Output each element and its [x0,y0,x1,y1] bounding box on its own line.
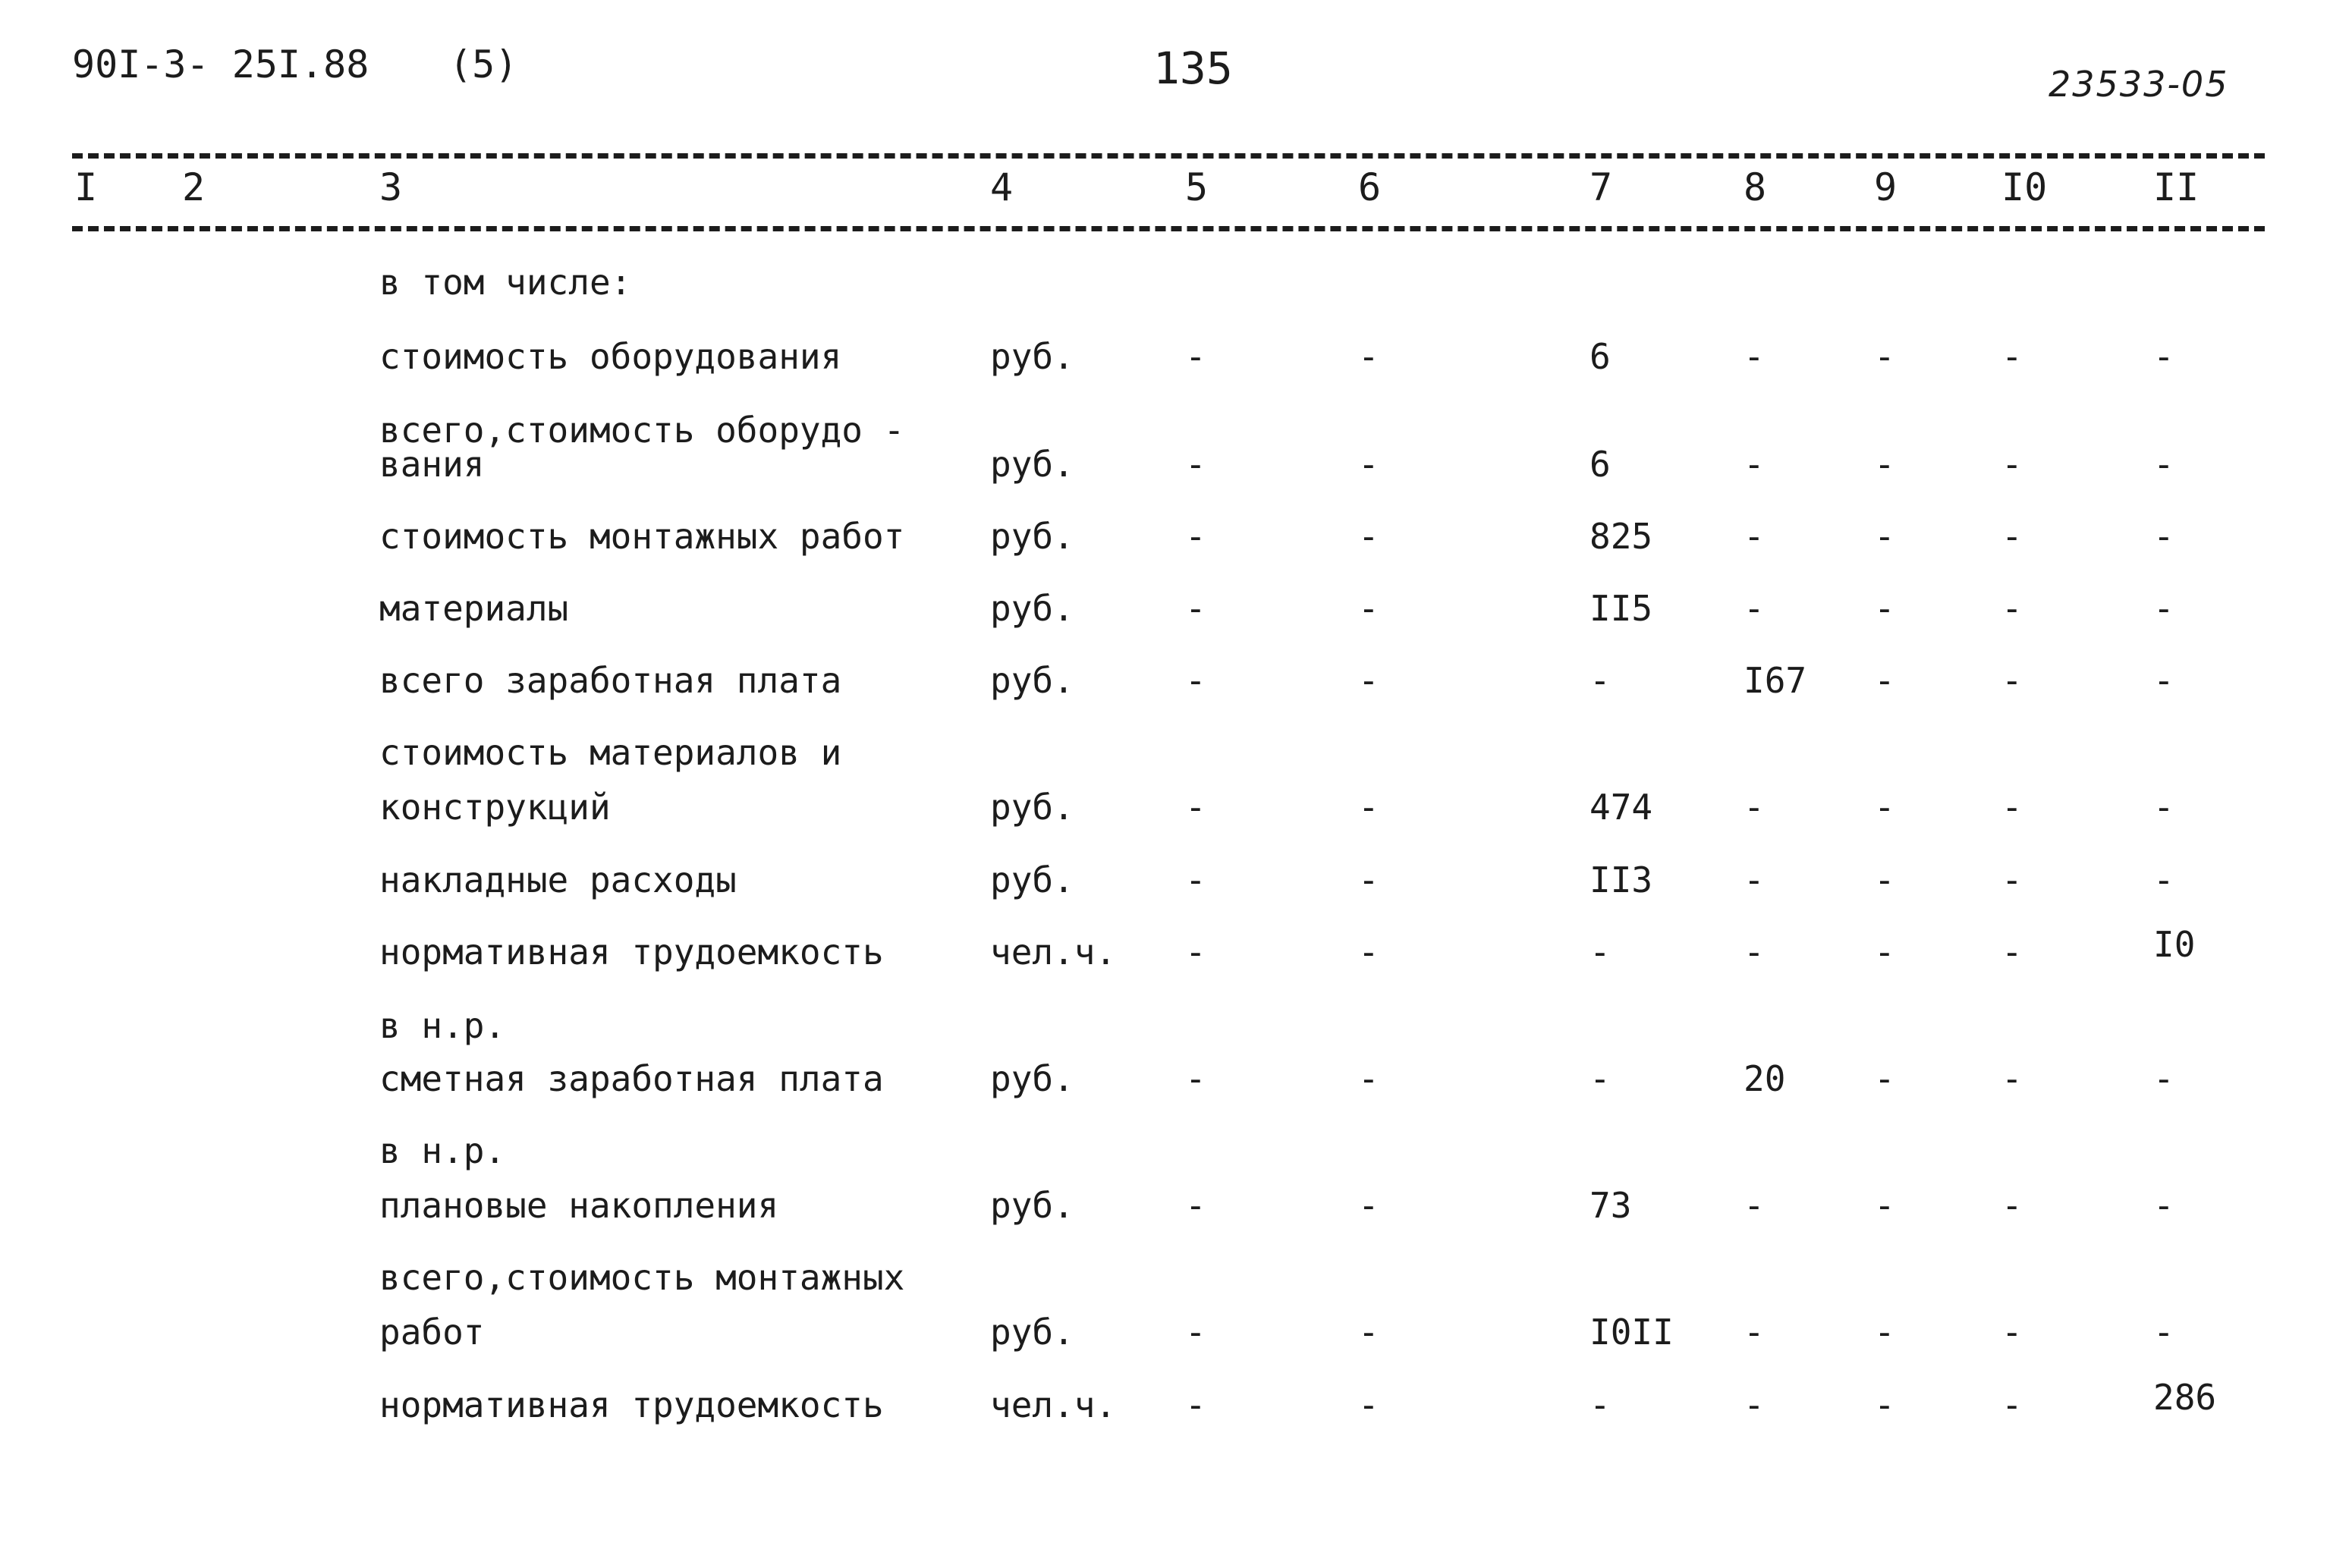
value-cell: I0 [2153,924,2196,965]
value-cell: 474 [1589,787,1653,828]
value-cell: - [1185,1312,1206,1353]
column-number: 2 [182,165,206,209]
value-cell: - [2001,859,2023,900]
value-cell: - [1874,516,1895,557]
table-row [0,1058,2330,1111]
table-row [0,1185,2330,1238]
row-label: стоимость материалов и [379,732,842,773]
value-cell: I0II [1589,1312,1674,1353]
document-code: 90I-3- 25I.88 [72,42,369,86]
value-cell: - [1358,1185,1379,1226]
table-row [0,1005,2330,1058]
row-label: всего заработная плата [379,660,842,701]
value-cell: - [2001,336,2023,377]
column-number: 5 [1185,165,1209,209]
value-cell: - [2001,516,2023,557]
value-cell: - [1185,1384,1206,1425]
row-label: нормативная трудоемкость [379,932,884,973]
unit-cell: чел.ч. [990,1384,1117,1425]
value-cell: - [2153,336,2174,377]
row-label: всего,стоимость монтажных [379,1257,905,1298]
value-cell: - [1185,516,1206,557]
value-cell: - [1358,1384,1379,1425]
value-cell: I67 [1744,660,1807,701]
value-cell: - [1185,1185,1206,1226]
column-number: I [74,165,98,209]
row-label: материалы [379,588,569,629]
value-cell: - [2001,1058,2023,1099]
table-row [0,262,2330,315]
value-cell: - [2001,1384,2023,1425]
value-cell: - [1358,660,1379,701]
value-cell: - [2153,1058,2174,1099]
value-cell: II3 [1589,859,1653,900]
value-cell: II5 [1589,588,1653,629]
row-label: работ [379,1312,485,1353]
value-cell: - [1744,588,1765,629]
value-cell: 825 [1589,516,1653,557]
value-cell: - [1185,660,1206,701]
value-cell: - [1185,787,1206,828]
value-cell: - [1185,588,1206,629]
row-label: плановые накопления [379,1185,779,1226]
value-cell: - [2153,1312,2174,1353]
value-cell: - [2001,787,2023,828]
value-cell: - [2153,787,2174,828]
value-cell: - [1589,1384,1611,1425]
value-cell: - [1874,444,1895,485]
value-cell: 286 [2153,1377,2217,1418]
table-row [0,1130,2330,1183]
value-cell: 73 [1589,1185,1632,1226]
column-number: 8 [1744,165,1767,209]
value-cell: - [1874,660,1895,701]
value-cell: - [1744,444,1765,485]
table-row [0,924,2330,985]
table-row [0,787,2330,840]
row-label: стоимость оборудования [379,336,842,377]
unit-cell: руб. [990,444,1074,485]
value-cell: - [2153,859,2174,900]
value-cell: - [2001,932,2023,973]
value-cell: - [1874,336,1895,377]
value-cell: - [1874,1058,1895,1099]
header-rule-bottom [72,226,2265,231]
value-cell: - [1744,932,1765,973]
value-cell: 6 [1589,336,1611,377]
value-cell: - [1358,444,1379,485]
value-cell: - [1874,859,1895,900]
table-row [0,444,2330,497]
row-label: сметная заработная плата [379,1058,884,1099]
value-cell: - [2001,444,2023,485]
row-label: в н.р. [379,1130,506,1171]
row-label: накладные расходы [379,859,737,900]
value-cell: - [1358,859,1379,900]
value-cell: - [1185,1058,1206,1099]
column-number: 3 [379,165,403,209]
unit-cell: руб. [990,336,1074,377]
unit-cell: руб. [990,1312,1074,1353]
value-cell: - [1744,1312,1765,1353]
value-cell: - [1185,336,1206,377]
table-row [0,1377,2330,1438]
table-row [0,660,2330,713]
value-cell: - [1185,859,1206,900]
value-cell: - [2001,1185,2023,1226]
table-row [0,732,2330,785]
value-cell: - [2001,588,2023,629]
column-number: 7 [1589,165,1613,209]
value-cell: - [2153,1185,2174,1226]
value-cell: - [1358,1312,1379,1353]
unit-cell: руб. [990,516,1074,557]
value-cell: - [1874,1185,1895,1226]
value-cell: - [2153,444,2174,485]
value-cell: 20 [1744,1058,1786,1099]
value-cell: - [1589,660,1611,701]
value-cell: 6 [1589,444,1611,485]
value-cell: - [1358,516,1379,557]
value-cell: - [1589,932,1611,973]
value-cell: - [2153,660,2174,701]
sheet-number: (5) [449,42,518,86]
value-cell: - [1874,1312,1895,1353]
value-cell: - [1874,932,1895,973]
value-cell: - [1874,1384,1895,1425]
table-row [0,1312,2330,1365]
row-label: нормативная трудоемкость [379,1384,884,1425]
unit-cell: руб. [990,588,1074,629]
unit-cell: руб. [990,859,1074,900]
row-label: всего,стоимость оборудо - [379,410,905,451]
value-cell: - [1744,787,1765,828]
table-row [0,516,2330,569]
table-row [0,588,2330,641]
value-cell: - [1185,932,1206,973]
column-number: II [2153,165,2200,209]
value-cell: - [1744,1384,1765,1425]
row-label: в н.р. [379,1005,506,1046]
value-cell: - [1874,588,1895,629]
column-number: I0 [2001,165,2048,209]
row-label: в том числе: [379,262,632,303]
unit-cell: чел.ч. [990,932,1117,973]
unit-cell: руб. [990,660,1074,701]
value-cell: - [2001,1312,2023,1353]
table-row [0,1257,2330,1310]
value-cell: - [1744,336,1765,377]
value-cell: - [1358,588,1379,629]
value-cell: - [1358,787,1379,828]
value-cell: - [1358,336,1379,377]
column-number: 6 [1358,165,1382,209]
header-rule-top [72,153,2265,159]
value-cell: - [1185,444,1206,485]
value-cell: - [2001,660,2023,701]
table-row [0,859,2330,913]
value-cell: - [2153,588,2174,629]
unit-cell: руб. [990,1185,1074,1226]
table-row [0,336,2330,389]
value-cell: - [1744,859,1765,900]
page-number: 135 [1153,42,1233,94]
column-number: 9 [1874,165,1898,209]
value-cell: - [1744,1185,1765,1226]
unit-cell: руб. [990,1058,1074,1099]
unit-cell: руб. [990,787,1074,828]
value-cell: - [1589,1058,1611,1099]
value-cell: - [1358,932,1379,973]
value-cell: - [1874,787,1895,828]
value-cell: - [2153,516,2174,557]
row-label: конструкций [379,787,611,828]
value-cell: - [1358,1058,1379,1099]
column-number: 4 [990,165,1014,209]
row-label: стоимость монтажных работ [379,516,905,557]
row-label: вания [379,444,485,485]
value-cell: - [1744,516,1765,557]
reference-number: 23533-05 [2049,64,2229,105]
